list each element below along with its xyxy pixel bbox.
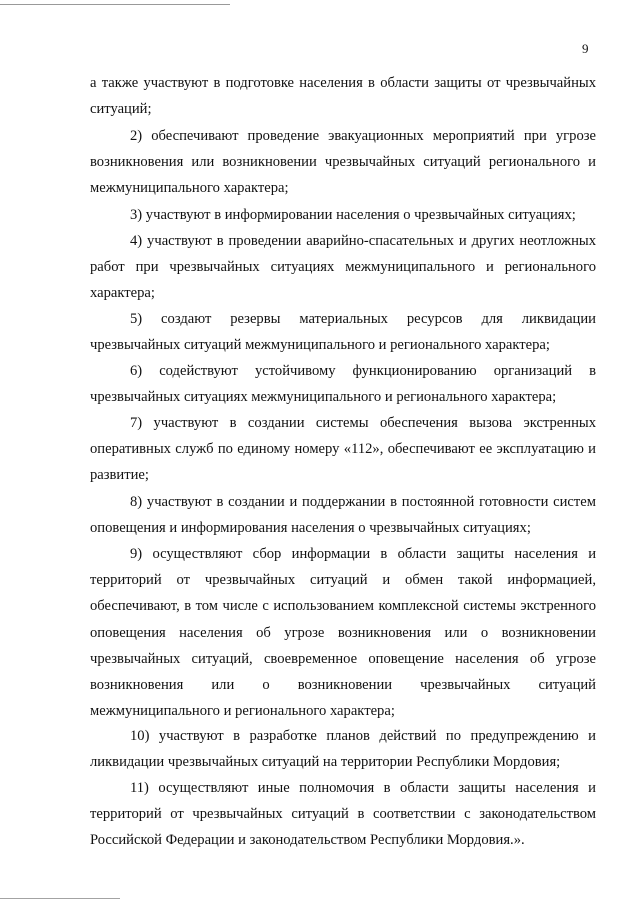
paragraph-item-8: 8) участвуют в создании и поддержании в постоянной готовности систем оповещения и информирования населения о чрезвычайных ситуациях; bbox=[90, 494, 596, 537]
paragraph-intro-continuation: а также участвуют в подготовке населения в области защиты от чрезвычайных ситуаций; bbox=[90, 75, 596, 118]
paragraph-item-10: 10) участвуют в разработке планов действий по предупреждению и ликвидации чрезвычайных ситуаций на территории Республики Мордовия; bbox=[90, 728, 596, 771]
paragraph-item-11: 11) осуществляют иные полномочия в области защиты населения и территорий от чрезвычайных ситуаций в соответствии с законодательством Российской Федерации и законодательством Республики Мордовия.». bbox=[90, 780, 596, 849]
paragraph-item-3: 3) участвуют в информировании населения о чрезвычайных ситуациях; bbox=[130, 207, 576, 223]
page-number: 9 bbox=[582, 41, 589, 56]
paragraph-item-6: 6) содействуют устойчивому функционированию организаций в чрезвычайных ситуациях межмуниципального и регионального характера; bbox=[90, 363, 596, 406]
scan-edge-line-top bbox=[0, 4, 230, 5]
paragraph-item-7: 7) участвуют в создании системы обеспечения вызова экстренных оперативных служб по единому номеру «112», обеспечивают ее эксплуатацию и развитие; bbox=[90, 415, 596, 484]
paragraph-item-4: 4) участвуют в проведении аварийно-спасательных и других неотложных работ при чрезвычайных ситуациях межмуниципального и регионального характера; bbox=[90, 233, 596, 302]
paragraph-item-2: 2) обеспечивают проведение эвакуационных мероприятий при угрозе возникновения или возникновении чрезвычайных ситуаций регионального и межмуниципального характера; bbox=[90, 128, 596, 197]
paragraph-item-5: 5) создают резервы материальных ресурсов для ликвидации чрезвычайных ситуаций межмуниципального и регионального характера; bbox=[90, 311, 596, 354]
scan-edge-line-bottom bbox=[0, 898, 120, 899]
paragraph-item-9: 9) осуществляют сбор информации в области защиты населения и территорий от чрезвычайных ситуаций и обмен такой информацией, обеспечивают, в том числе с использованием комплексной системы экстренного оповещения населения об угрозе возникновения или о возникновении чрезвычайных ситуаций, своевременное оповещение населения об угрозе возникновения или о возникновении чрезвычайных ситуаций межмуниципального и регионального характера; bbox=[90, 546, 596, 720]
